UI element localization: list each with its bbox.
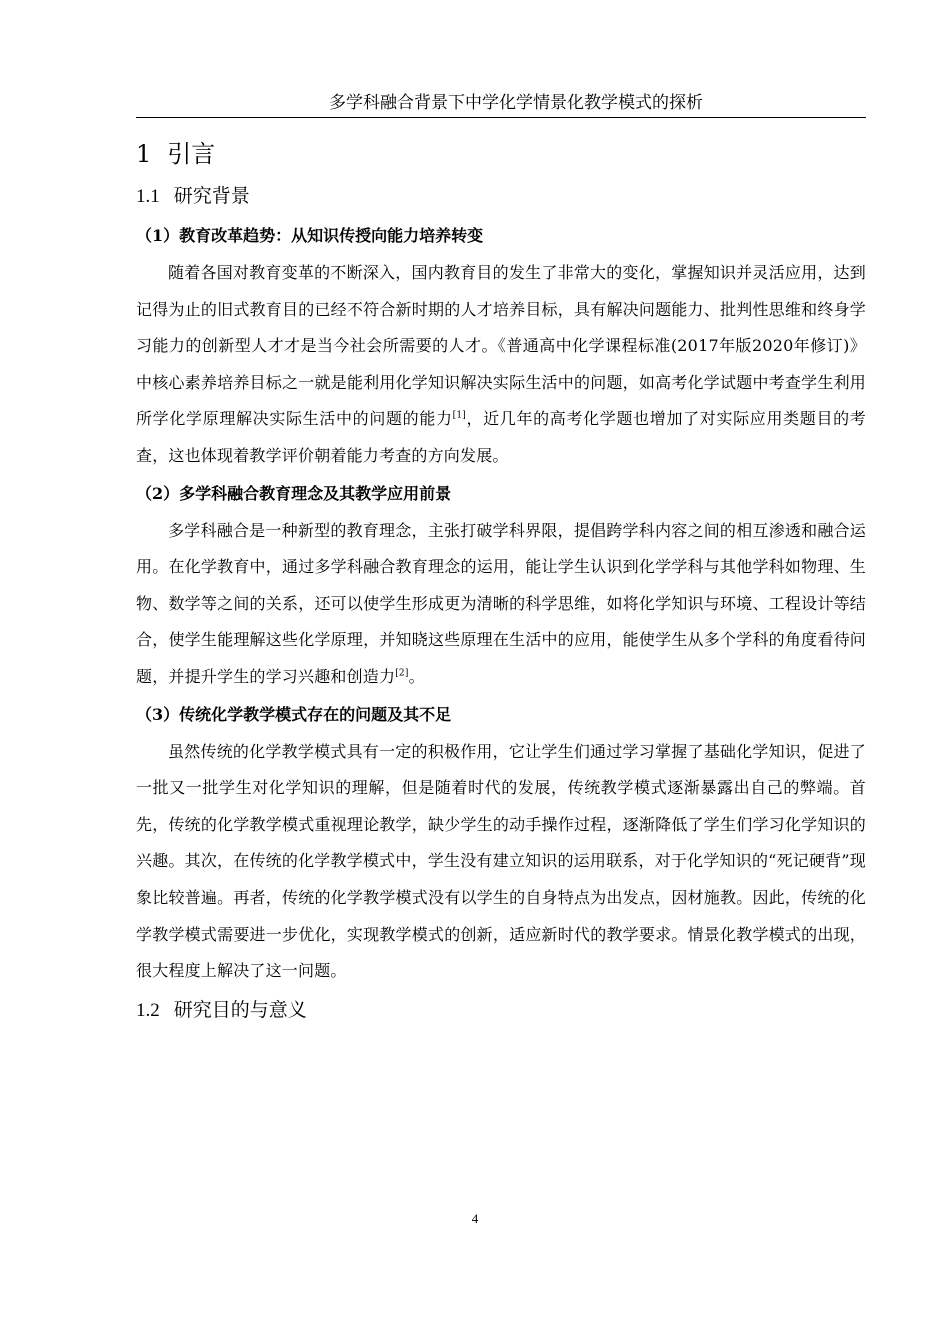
paragraph-2-text-b: 。 [408,666,425,686]
page-content [136,132,866,1031]
paragraph-2-text-a: 多学科融合是一种新型的教育理念，主张打破学科界限，提倡跨学科内容之间的相互渗透和融合运用。在化学教育中，通过多学科融合教育理念的运用，能让学生认识到化学学科与其他学科如物理、生物、数学等之间的关系，还可以使学生形成更为清晰的科学思维，如将化学知识与环境、工程设计等结合，使学生能理解这些化学原理，并知晓这些原理在生活中的应用，能使学生从多个学科的角度看待问题，并提升学生的学习兴趣和创造力 [136,520,866,686]
paragraph-2 [136,513,866,696]
section-title-1-2: 研究目的与意义 [173,998,307,1021]
section-number-1-1: 1.1 [136,186,160,207]
subsection-heading-2: （2）多学科融合教育理念及其教学应用前景 [136,483,452,503]
chapter-number: 1 [136,140,152,168]
citation-ref-1: [1] [452,411,467,422]
section-number-1-2: 1.2 [136,999,160,1021]
section-heading-1-2 [136,990,866,1031]
chapter-title: 引言 [167,140,216,168]
paragraph-1 [136,255,866,475]
paragraph-1-text-b: ，近几年的高考化学题也增加了对实际应用类题目的考查，这也体现着教学评价朝着能力考查的方向发展。 [136,409,866,465]
section-title-1-1: 研究背景 [173,185,250,207]
paragraph-3: 虽然传统的化学教学模式具有一定的积极作用，它让学生们通过学习掌握了基础化学知识，促进了一批又一批学生对化学知识的理解，但是随着时代的发展，传统教学模式逐渐暴露出自己的弊端。首先，传统的化学教学模式重视理论教学，缺少学生的动手操作过程，逐渐降低了学生们学习化学知识的兴趣。其次，在传统的化学教学模式中，学生没有建立知识的运用联系，对于化学知识的“死记硬背”现象比较普遍。再者，传统的化学教学模式没有以学生的自身特点为出发点，因材施教。因此，传统的化学教学模式需要进一步优化，实现教学模式的创新，适应新时代的教学要求。情景化教学模式的出现，很大程度上解决了这一问题。 [136,741,866,981]
subsection-heading-1: （1）教育改革趋势：从知识传授向能力培养转变 [136,226,484,245]
running-header: 多学科融合背景下中学化学情景化教学模式的探析 [136,92,866,118]
citation-ref-2: [2] [395,668,409,679]
section-heading-1-1 [136,176,866,217]
paragraph-1-text-a: 随着各国对教育变革的不断深入，国内教育目的发生了非常大的变化，掌握知识并灵活应用，达到记得为止的旧式教育目的已经不符合新时期的人才培养目标，具有解决问题能力、批判性思维和终身学习能力的创新型人才才是当今社会所需要的人才。《普通高中化学课程标准(2017年版2020年修订)》中核心素养培养目标之一就是能利用化学知识解决实际生活中的问题，如高考化学试题中考查学生利用所学化学原理解决实际生活中的问题的能力 [136,263,866,429]
subsection-heading-3: （3）传统化学教学模式存在的问题及其不足 [136,704,452,724]
chapter-heading [136,132,866,176]
page-number: 4 [471,1211,479,1226]
